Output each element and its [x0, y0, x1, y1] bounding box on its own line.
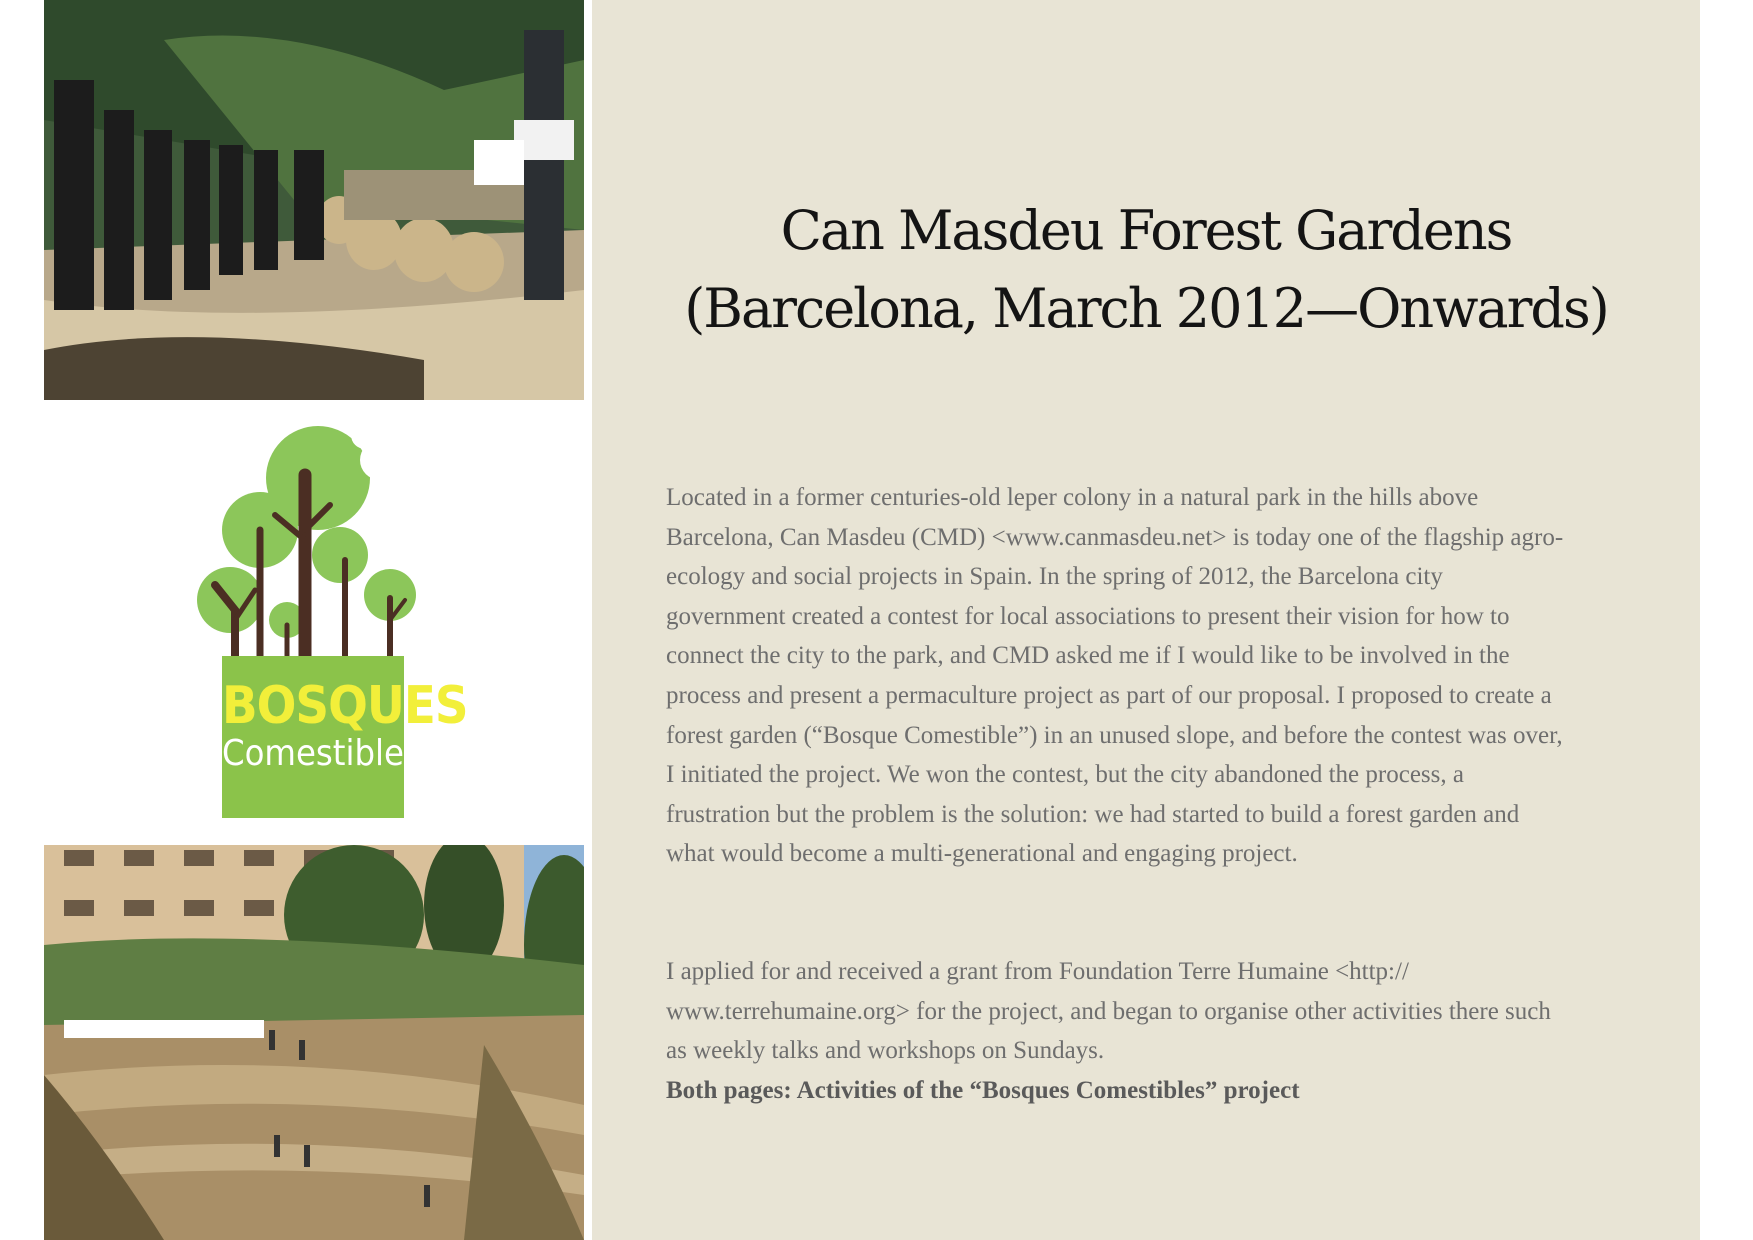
title-line-1: Can Masdeu Forest Gardens: [780, 199, 1512, 262]
bosques-comestibles-logo: [190, 420, 468, 820]
logo-word-bosques: BOSQUES: [222, 676, 468, 736]
photo-group-workshop: [44, 0, 584, 400]
text-panel: [592, 0, 1700, 1240]
body-paragraph-1: Located in a former centuries-old leper colony in a natural park in the hills above Barcelona, Can Masdeu (CMD) <www.canmasdeu.net> is today one of the flagship agro-ecology and social projects in Spain. In the spring of 2012, the Barcelona city government created a contest for local associations to present their vision for how to connect the city to the park, and CMD asked me if I would like to be involved in the process and present a permaculture project as part of our proposal. I proposed to create a forest garden (“Bosque Comestible”) in an unused slope, and before the contest was over, I initiated the project. We won the contest, but the city abandoned the process, a frustration but the problem is the solution: we had started to build a forest garden and what would become a multi-generational and engaging project.: [666, 484, 1564, 868]
title-line-2: (Barcelona, March 2012—Onwards): [684, 277, 1608, 340]
body-paragraph-2: [666, 952, 1566, 1110]
forest-trees-icon: [190, 420, 430, 670]
body-paragraph-2-text: I applied for and received a grant from Foundation Terre Humaine <http:// www.terrehumaine.org> for the project, and began to organise other activities there such as weekly talks and workshops on Sundays.: [666, 958, 1551, 1065]
photo-forest-garden-slope: [44, 845, 584, 1240]
logo-wordmark: [222, 656, 468, 818]
page-title: [636, 192, 1656, 348]
logo-word-comestibles: Comestibles: [222, 733, 421, 774]
photo-caption: Both pages: Activities of the “Bosques Comestibles” project: [666, 1076, 1300, 1104]
